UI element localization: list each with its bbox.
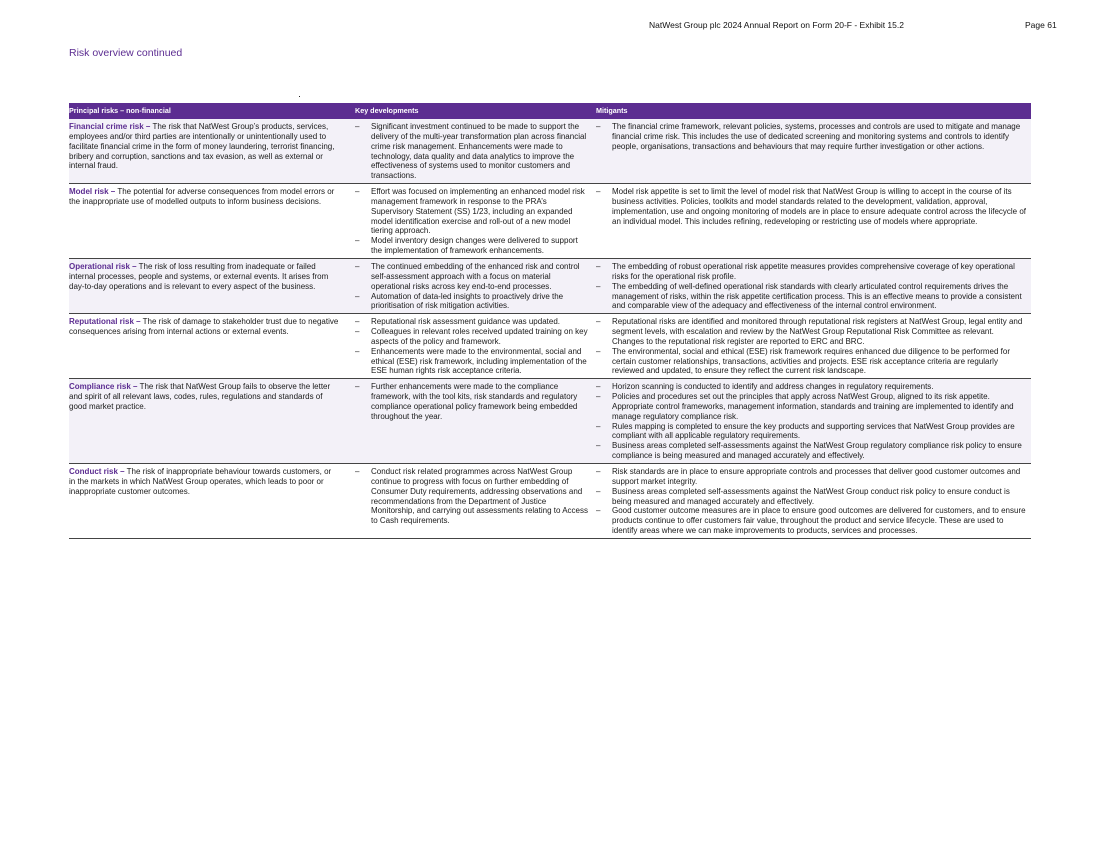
risk-description: The risk that NatWest Group’s products, services, employees and/or third parties are intentionally or unintentionally used to facilitate financial crime in the form of money laundering, terrorist financing, bribery and corruption, sanctions and tax evasion, as well as external or internal fraud. (69, 122, 335, 171)
mitigant-item: – The financial crime framework, relevant policies, systems, processes and controls are used to mitigate and manage financial crime risk. This includes the use of dedicated screening and monitoring systems and controls to identify people, organisations, transactions and behaviours that may require further investigation or other actions. (596, 122, 1027, 152)
key-development-cell (347, 314, 594, 379)
page-number: Page 61 (1025, 20, 1057, 30)
key-development-list (355, 122, 588, 181)
mitigant-list (596, 317, 1027, 376)
key-development-cell (347, 464, 594, 539)
risk-cell (69, 464, 347, 539)
mitigant-item: – Good customer outcome measures are in place to ensure good outcomes are delivered for customers, and to ensure products continue to offer customers fair value, throughout the product and service lifecycle. These are used to identify areas where we can make improvements to products, services and processes. (596, 506, 1027, 536)
key-development-list (355, 187, 588, 256)
key-development-list (355, 467, 588, 526)
risk-cell (69, 184, 347, 259)
mitigant-item: – Business areas completed self-assessments against the NatWest Group regulatory compliance risk policy to ensure compliance is being measured and managed accurately and effectively. (596, 441, 1027, 461)
table-row (69, 379, 1031, 464)
document-title: NatWest Group plc 2024 Annual Report on Form 20-F - Exhibit 15.2 (649, 20, 904, 30)
mitigant-item: – Reputational risks are identified and monitored through reputational risk registers at NatWest Group, legal entity and segment levels, with escalation and review by the NatWest Group Reputational Risk Committee as relevant. Changes to the reputational risk register are reported to ERC and BRC. (596, 317, 1027, 347)
key-development-item: – Effort was focused on implementing an enhanced model risk management framework in response to the PRA’s Supervisory Statement (SS) 1/23, including an expanded model identification exercise and roll-out of a new model tiering approach. (355, 187, 588, 236)
principal-risks-table (69, 103, 1031, 539)
key-development-cell (347, 184, 594, 259)
risk-cell (69, 119, 347, 184)
risk-description: The risk of damage to stakeholder trust due to negative consequences arising from internal actions or external events. (69, 317, 339, 337)
section-title: Risk overview continued (69, 47, 183, 59)
risk-cell (69, 258, 347, 313)
mitigant-item: – Risk standards are in place to ensure appropriate controls and processes that deliver good customer outcomes and support market integrity. (596, 467, 1027, 487)
mitigant-cell (594, 314, 1031, 379)
stray-dot (299, 96, 300, 97)
table-row (69, 184, 1031, 259)
column-header-principal-risks: Principal risks – non-financial (69, 103, 347, 119)
mitigant-list (596, 467, 1027, 536)
key-development-cell (347, 258, 594, 313)
key-development-item: – Conduct risk related programmes across NatWest Group continue to progress with focus on further embedding of Consumer Duty requirements, addressing observations and recommendations from the Department of Justice Monitorship, and carrying out assessments relating to Access to Cash requirements. (355, 467, 588, 526)
key-development-list (355, 317, 588, 376)
key-development-item: – Model inventory design changes were delivered to support the implementation of framework enhancements. (355, 236, 588, 256)
mitigant-list (596, 122, 1027, 152)
table-header (69, 103, 1031, 119)
mitigant-cell (594, 379, 1031, 464)
mitigant-item: – Business areas completed self-assessments against the NatWest Group conduct risk policy to ensure conduct is being measured and managed accurately and effectively. (596, 487, 1027, 507)
risk-cell (69, 314, 347, 379)
key-development-item: – Automation of data-led insights to proactively drive the prioritisation of risk mitigation activities. (355, 292, 588, 312)
mitigant-item: – The embedding of robust operational risk appetite measures provides comprehensive coverage of key operational risks for the operational risk profile. (596, 262, 1027, 282)
risk-name: Financial crime risk – (69, 122, 151, 131)
risk-name: Compliance risk – (69, 382, 138, 392)
risk-name: Model risk – (69, 187, 116, 197)
mitigant-list (596, 187, 1027, 226)
table-row (69, 119, 1031, 184)
key-development-item: – Significant investment continued to be made to support the delivery of the multi-year transformation plan across financial crime risk management. Enhancements were made to technology, data quality and data analytics to improve the effectiveness of systems used to monitor customers and transactions. (355, 122, 588, 181)
mitigant-cell (594, 119, 1031, 184)
key-development-item: – Further enhancements were made to the compliance framework, with the tool kits, risk standards and regulatory compliance operational policy framework being embedded throughout the year. (355, 382, 588, 421)
mitigant-item: – The embedding of well-defined operational risk standards with clearly articulated control requirements drives the management of risks, within the risk appetite certification process. This is an effective means to provide a consistent and comparable view of the adequacy and effectiveness of the internal control environment. (596, 282, 1027, 312)
mitigant-item: – Policies and procedures set out the principles that apply across NatWest Group, aligned to its risk appetite. Appropriate control frameworks, management information, standards and training are implemented to identify and manage regulatory compliance risk. (596, 392, 1027, 422)
risk-name: Reputational risk – (69, 317, 141, 327)
risk-description: The risk of inappropriate behaviour towards customers, or in the markets in which NatWest Group operates, which leads to poor or inappropriate customer outcomes. (69, 467, 332, 496)
mitigant-cell (594, 258, 1031, 313)
mitigant-cell (594, 464, 1031, 539)
table-row (69, 464, 1031, 539)
key-development-item: – Enhancements were made to the environmental, social and ethical (ESE) risk framework, including implementation of the ESE human rights risk acceptance criteria. (355, 347, 588, 377)
mitigant-item: – Horizon scanning is conducted to identify and address changes in regulatory requirements. (596, 382, 1027, 392)
key-development-item: – The continued embedding of the enhanced risk and control self-assessment approach with a focus on material operational risks across key end-to-end processes. (355, 262, 588, 292)
column-header-key-developments: Key developments (347, 103, 594, 119)
table-body (69, 119, 1031, 538)
risk-name: Operational risk – (69, 261, 137, 271)
risk-description: The potential for adverse consequences from model errors or the inappropriate use of modelled outputs to inform business decisions. (69, 187, 335, 206)
table-row (69, 314, 1031, 379)
risk-name: Conduct risk – (69, 467, 125, 476)
key-development-list (355, 262, 588, 311)
column-header-mitigants: Mitigants (594, 103, 1031, 119)
key-development-item: – Reputational risk assessment guidance was updated. (355, 317, 588, 327)
mitigant-item: – Model risk appetite is set to limit the level of model risk that NatWest Group is willing to accept in the course of its business activities. Policies, toolkits and model standards related to the development, validation, approval, implementation, use and ongoing monitoring of models are in place to ensure adequate control across the lifecycle of an individual model. This includes refining, redeveloping or restricting use of models where appropriate. (596, 187, 1027, 226)
risk-cell (69, 379, 347, 464)
table-row (69, 258, 1031, 313)
risk-description: The risk that NatWest Group fails to observe the letter and spirit of all relevant laws, codes, rules, regulations and standards of good market practice. (69, 382, 331, 411)
mitigant-item: – The environmental, social and ethical (ESE) risk framework requires enhanced due diligence to be performed for certain customer relationships, transactions, activities and projects. ESE risk acceptance criteria are regularly reviewed and updated, to ensure they reflect the current risk landscape. (596, 347, 1027, 377)
mitigant-list (596, 262, 1027, 311)
key-development-list (355, 382, 588, 421)
key-development-item: – Colleagues in relevant roles received updated training on key aspects of the policy and framework. (355, 327, 588, 347)
mitigant-list (596, 382, 1027, 461)
mitigant-cell (594, 184, 1031, 259)
risk-description: The risk of loss resulting from inadequate or failed internal processes, people and systems, or external events. It arises from day-to-day operations and is relevant to every aspect of the business. (69, 261, 329, 291)
key-development-cell (347, 379, 594, 464)
key-development-cell (347, 119, 594, 184)
mitigant-item: – Rules mapping is completed to ensure the key products and supporting services that NatWest Group provides are compliant with all applicable regulatory requirements. (596, 422, 1027, 442)
